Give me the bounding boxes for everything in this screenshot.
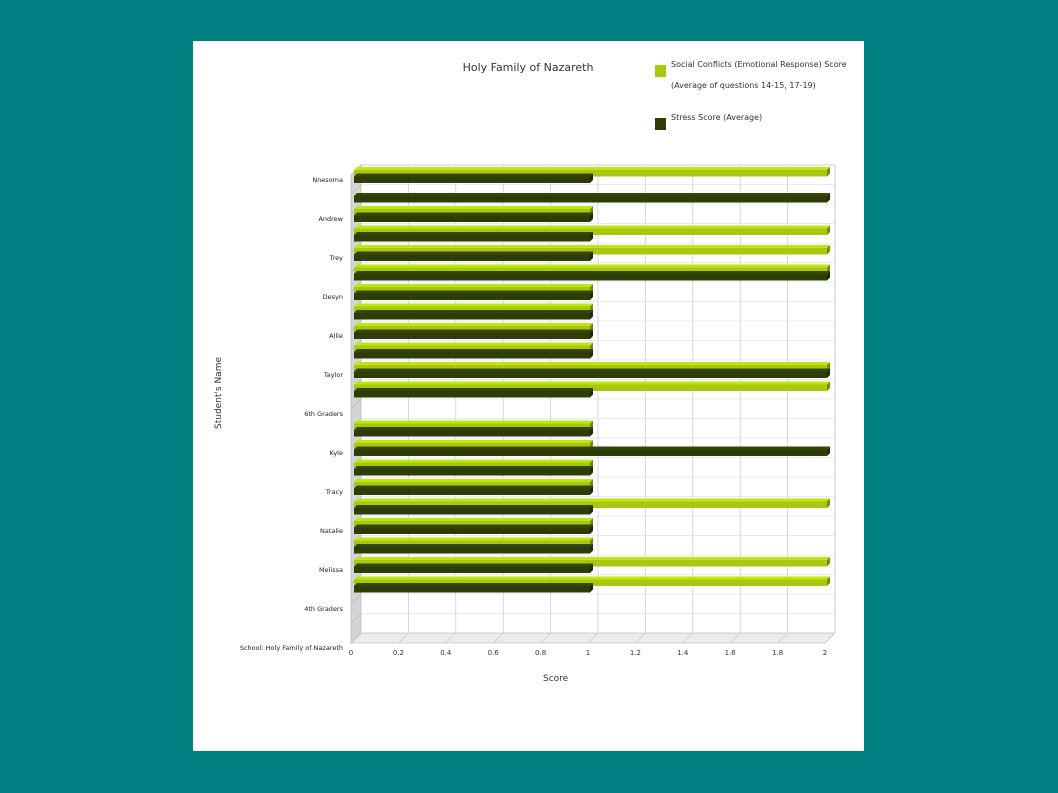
stress-bar <box>354 391 590 398</box>
category-label: Natalie <box>320 526 343 535</box>
stress-bar-top <box>354 174 593 177</box>
x-tick-label: 1.8 <box>772 649 784 657</box>
stress-bar <box>354 586 590 593</box>
x-tick-label: 1.6 <box>724 649 736 657</box>
stress-bar <box>354 352 590 359</box>
stress-bar <box>354 450 827 457</box>
stress-bar-top <box>354 486 593 489</box>
stress-bar <box>354 333 590 340</box>
social-conflicts-bar-top <box>354 518 593 521</box>
stress-bar-top <box>354 466 593 469</box>
stress-bar <box>354 177 590 184</box>
social-conflicts-bar-top <box>354 538 593 541</box>
stress-bar <box>354 528 590 535</box>
stress-bar <box>354 255 590 262</box>
x-tick-label: 1.2 <box>629 649 641 657</box>
chart-slide <box>193 41 864 751</box>
category-label: Kyle <box>329 448 343 457</box>
social-conflicts-bar-top <box>354 284 593 287</box>
stress-bar-top <box>354 349 593 352</box>
category-label: Andrew <box>318 214 343 223</box>
stress-bar-top <box>354 252 593 255</box>
x-tick-label: 0.6 <box>487 649 499 657</box>
stress-bar-top <box>354 330 593 333</box>
stress-bar <box>354 235 590 242</box>
stress-bar <box>354 567 590 574</box>
stress-bar <box>354 489 590 496</box>
chart-title: Holy Family of Nazareth <box>462 61 594 74</box>
social-conflicts-bar-top <box>354 265 830 268</box>
stress-bar-top <box>354 427 593 430</box>
stress-bar <box>354 508 590 515</box>
social-conflicts-bar-top <box>354 167 830 170</box>
stress-bar <box>354 469 590 476</box>
x-tick-label: 0.8 <box>535 649 547 657</box>
stress-bar-top <box>354 271 830 274</box>
social-conflicts-bar-top <box>354 440 593 443</box>
social-conflicts-bar-top <box>354 304 593 307</box>
social-conflicts-bar-top <box>354 479 593 482</box>
stress-bar <box>354 294 590 301</box>
social-conflicts-bar-top <box>354 557 830 560</box>
x-tick-label: 1.4 <box>677 649 689 657</box>
category-label: Allie <box>329 331 343 340</box>
x-tick-label: 0 <box>348 649 354 657</box>
social-conflicts-bar-top <box>354 343 593 346</box>
stress-bar-top <box>354 369 830 372</box>
x-tick-label: 0.2 <box>392 649 404 657</box>
category-label: Tracy <box>325 487 343 496</box>
social-conflicts-bar-top <box>354 382 830 385</box>
stress-bar-top <box>354 291 593 294</box>
stress-bar-top <box>354 544 593 547</box>
social-conflicts-bar-top <box>354 421 593 424</box>
social-conflicts-bar-top <box>354 362 830 365</box>
x-tick-label: 1 <box>585 649 591 657</box>
x-tick-label: 0.4 <box>440 649 452 657</box>
category-label: School: Holy Family of Nazareth <box>239 643 343 652</box>
y-axis-label: Student's Name <box>214 356 224 430</box>
stress-bar-top <box>354 388 593 391</box>
legend-swatch-stress <box>655 118 666 130</box>
social-conflicts-bar-top <box>354 577 830 580</box>
legend-swatch-social-conflicts <box>655 65 666 77</box>
category-label: Taylor <box>323 370 343 379</box>
stress-bar-top <box>354 232 593 235</box>
stress-bar-top <box>354 583 593 586</box>
stress-bar-top <box>354 310 593 313</box>
social-conflicts-bar-top <box>354 245 830 248</box>
stress-bar-top <box>354 525 593 528</box>
category-label: Desyn <box>322 292 343 301</box>
stress-bar <box>354 430 590 437</box>
stress-bar <box>354 274 827 281</box>
category-label: 4th Graders <box>304 604 343 613</box>
category-label: Melissa <box>319 565 343 574</box>
social-conflicts-bar-top <box>354 460 593 463</box>
x-axis-label: Score <box>543 674 569 684</box>
stress-bar <box>354 196 827 203</box>
category-label: 6th Graders <box>304 409 343 418</box>
stress-bar-top <box>354 213 593 216</box>
x-tick-label: 2 <box>822 649 828 657</box>
category-label: Trey <box>329 253 343 262</box>
social-conflicts-bar-top <box>354 206 593 209</box>
stress-bar <box>354 313 590 320</box>
stress-bar-top <box>354 564 593 567</box>
category-label: Nnesoma <box>312 175 343 184</box>
stress-bar <box>354 547 590 554</box>
legend-label-stress: Stress Score (Average) <box>671 113 763 122</box>
social-conflicts-bar-top <box>354 323 593 326</box>
social-conflicts-bar-top <box>354 499 830 502</box>
social-conflicts-bar-top <box>354 226 830 229</box>
legend-label-social-conflicts: Social Conflicts (Emotional Response) Score <box>671 60 847 69</box>
stress-bar <box>354 372 827 379</box>
bar-chart <box>193 41 864 751</box>
stress-bar-top <box>354 447 830 450</box>
stress-bar <box>354 216 590 223</box>
stress-bar-top <box>354 505 593 508</box>
stress-bar-top <box>354 193 830 196</box>
legend-label-social-conflicts-note: (Average of questions 14-15, 17-19) <box>671 81 816 90</box>
